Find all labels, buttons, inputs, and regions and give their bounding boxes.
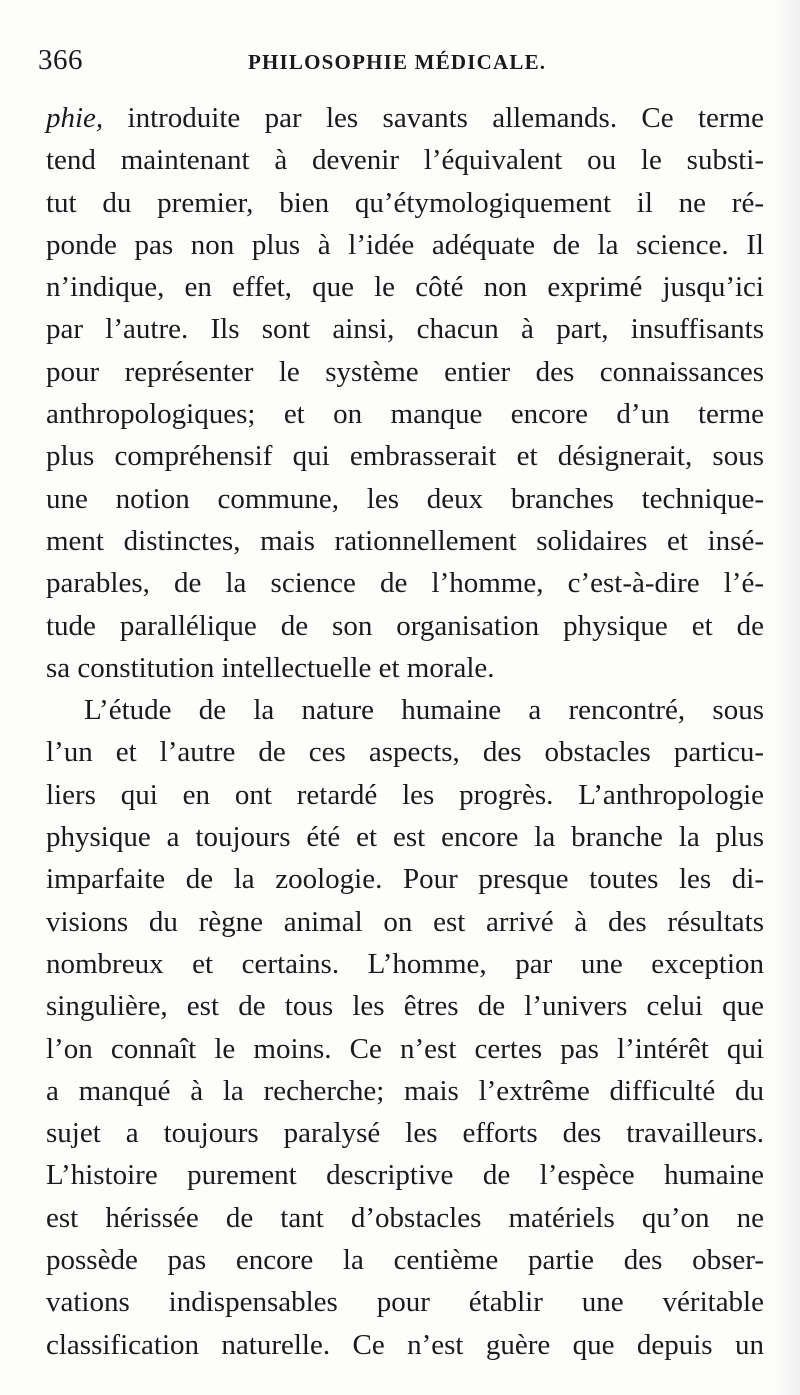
text-line: tut du premier, bien qu’étymologiquement il ne ré-: [46, 186, 764, 219]
text-line: visions du règne animal on est arrivé à des résultats: [46, 905, 764, 938]
text-line: une notion commune, les deux branches technique-: [46, 482, 764, 515]
text-line: sa constitution intellectuelle et morale.: [46, 651, 495, 684]
text-line: physique a toujours été et est encore la branche la plus: [46, 821, 764, 854]
running-title: PHILOSOPHIE MÉDICALE.: [248, 50, 547, 74]
text-line: est hérissée de tant d’obstacles matériels qu’on ne: [46, 1201, 764, 1234]
text-line-rest: introduite par les savants allemands. Ce terme: [103, 102, 764, 134]
page-number: 366: [38, 44, 83, 76]
text-line: pour représenter le système entier des connaissances: [46, 355, 764, 388]
text-line: sujet a toujours paralysé les efforts des travailleurs.: [46, 1117, 764, 1150]
text-line: a manqué à la recherche; mais l’extrême difficulté du: [46, 1074, 764, 1107]
text-line: L’étude de la nature humaine a rencontré, sous: [84, 694, 764, 727]
text-line: L’histoire purement descriptive de l’espèce humaine: [46, 1159, 764, 1192]
text-line: nombreux et certains. L’homme, par une exception: [46, 947, 764, 980]
text-line: tend maintenant à devenir l’équivalent ou le substi-: [46, 144, 764, 177]
text-line: l’on connaît le moins. Ce n’est certes pas l’intérêt qui: [46, 1032, 764, 1065]
text-line: vations indispensables pour établir une véritable: [46, 1286, 764, 1319]
text-line: plus compréhensif qui embrasserait et désignerait, sous: [46, 440, 764, 473]
text-line: ment distinctes, mais rationnellement solidaires et insé-: [46, 524, 764, 557]
text-line: imparfaite de la zoologie. Pour presque toutes les di-: [46, 863, 764, 896]
text-line: n’indique, en effet, que le côté non exprimé jusqu’ici: [46, 271, 764, 304]
text-line: parables, de la science de l’homme, c’est-à-dire l’é-: [46, 567, 764, 600]
page-edge-shadow: [774, 0, 800, 1395]
text-line: ponde pas non plus à l’idée adéquate de la science. Il: [46, 228, 764, 261]
body-text: [46, 97, 764, 1366]
text-line: singulière, est de tous les êtres de l’univers celui que: [46, 990, 764, 1023]
text-line: l’un et l’autre de ces aspects, des obstacles particu-: [46, 736, 764, 769]
italic-word: phie,: [46, 102, 104, 134]
text-line: par l’autre. Ils sont ainsi, chacun à part, insuffisants: [46, 313, 764, 346]
page-header: [38, 44, 778, 78]
text-line: anthropologiques; et on manque encore d’un terme: [46, 398, 764, 431]
text-line: tude parallélique de son organisation physique et de: [46, 609, 764, 642]
text-line: classification naturelle. Ce n’est guère que depuis un: [46, 1328, 764, 1361]
text-line: liers qui en ont retardé les progrès. L’anthropologie: [46, 778, 764, 811]
text-line: [46, 97, 764, 139]
text-line: possède pas encore la centième partie des obser-: [46, 1244, 764, 1277]
